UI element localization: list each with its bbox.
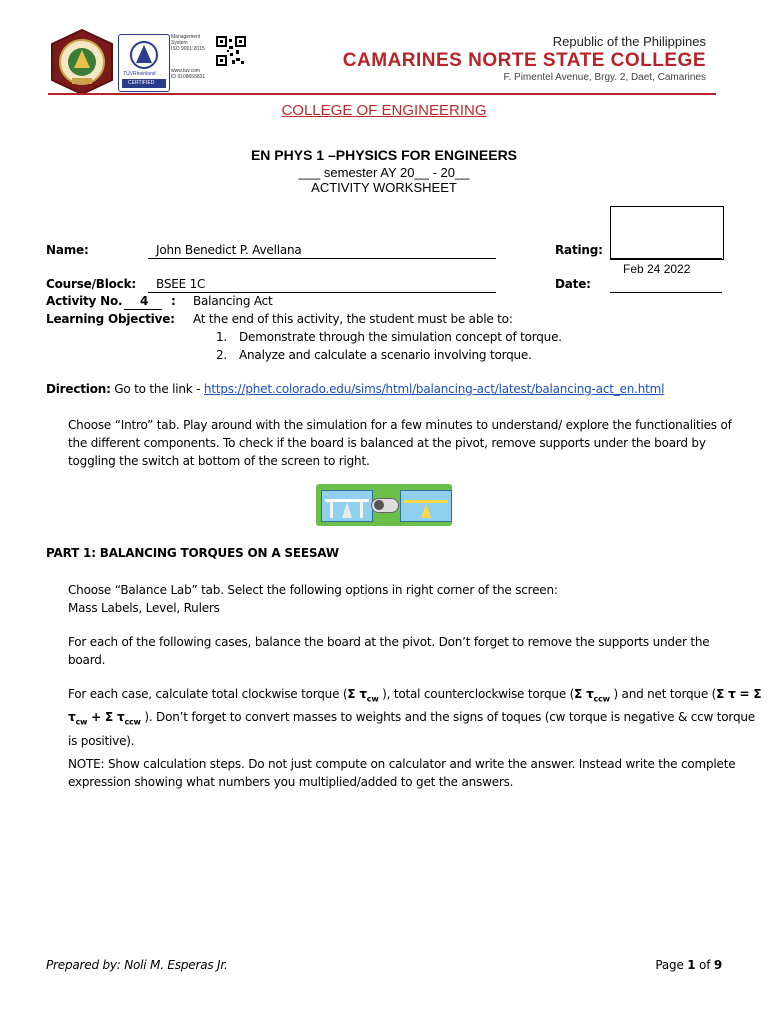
direction-line	[46, 382, 664, 396]
cert-brand: TÜVRheinland	[123, 71, 156, 77]
name-underline	[148, 258, 496, 259]
course-block-label: Course/Block:	[46, 277, 136, 291]
date-underline	[610, 292, 722, 293]
rating-box[interactable]	[610, 206, 724, 260]
rating-label: Rating:	[555, 243, 603, 257]
activity-number[interactable]: 4	[140, 294, 149, 308]
course-title: EN PHYS 1 –PHYSICS FOR ENGINEERS	[250, 147, 518, 163]
support-toggle-switch	[371, 498, 399, 513]
activity-title: Balancing Act	[193, 294, 273, 308]
name-label: Name:	[46, 243, 89, 257]
part1-paragraph-3: For each case, calculate total clockwise torque (Σ $\tau_{cw}$ ), total counterclockwise torque (Σ $\tau_{ccw}$ ) and net torque (Σ τ = Σ $\tau_{cw} + \Sigma$ $\tau_{ccw}$ ). Don’t forget to convert masses to weights and the signs of toques (cw torque is negative & ccw torque is positive).	[68, 687, 762, 748]
department-title: COLLEGE OF ENGINEERING	[281, 102, 487, 119]
cert-details: Management System ISO 9001:2015 www.tuv.com ID 9108656831	[171, 34, 206, 80]
note-paragraph: NOTE: Show calculation steps. Do not just compute on calculator and write the answer. Instead write the complete expression showing what numbers you multiplied/added to get the answers.	[68, 757, 736, 789]
date-value[interactable]: Feb 24 2022	[623, 262, 691, 276]
college-name: CAMARINES NORTE STATE COLLEGE	[342, 50, 706, 71]
cert-label: CERTIFIED	[128, 80, 155, 86]
supports-off-icon	[400, 490, 452, 522]
course-block-value[interactable]: BSEE 1C	[156, 277, 206, 291]
activity-label: Activity No.	[46, 294, 123, 308]
simulation-link[interactable]: https://phet.colorado.edu/sims/html/balancing-act/latest/balancing-act_en.html	[203, 382, 665, 396]
supports-on-icon	[321, 490, 373, 522]
objective-item-1: Demonstrate through the simulation concept of torque.	[239, 330, 562, 344]
page-number: Page 1 of 9	[655, 958, 722, 972]
objective-num-1: 1.	[216, 330, 228, 344]
objective-item-2: Analyze and calculate a scenario involving torque.	[239, 348, 532, 362]
part1-paragraph-2: For each of the following cases, balance the board at the pivot. Don’t forget to remove the supports under the board.	[68, 635, 710, 667]
worksheet-title: ACTIVITY WORKSHEET	[311, 180, 457, 195]
date-label: Date:	[555, 277, 591, 291]
part1-paragraph-1: Choose “Balance Lab” tab. Select the following options in right corner of the screen: Mass Labels, Level, Rulers	[68, 583, 558, 615]
course-underline	[148, 292, 496, 293]
college-seal-icon	[48, 28, 116, 96]
name-value[interactable]: John Benedict P. Avellana	[156, 243, 302, 257]
direction-label: Direction:	[46, 382, 111, 396]
college-address: F. Pimentel Avenue, Brgy. 2, Daet, Camarines	[503, 72, 706, 83]
activity-colon: :	[171, 294, 176, 308]
republic-text: Republic of the Philippines	[552, 34, 706, 49]
part1-heading: PART 1: BALANCING TORQUES ON A SEESAW	[46, 546, 339, 560]
intro-paragraph: Choose “Intro” tab. Play around with the simulation for a few minutes to understand/ explore the functionalities of the different components. To check if the board is balanced at the pivot, remove supports under the board by toggling the switch at bottom of the screen to right.	[68, 418, 732, 468]
activity-underline	[124, 309, 162, 310]
objective-num-2: 2.	[216, 348, 228, 362]
objective-intro: At the end of this activity, the student must be able to:	[193, 312, 513, 326]
tuv-certification-icon	[118, 34, 170, 92]
header-rule	[48, 93, 716, 95]
rating-underline	[610, 258, 722, 259]
balance-toggle-icon	[316, 484, 452, 526]
semester-line: ___ semester AY 20__ - 20__	[298, 165, 470, 180]
qr-code-icon	[216, 36, 246, 66]
prepared-by: Prepared by: Noli M. Esperas Jr.	[46, 958, 228, 972]
direction-text: Go to the link -	[110, 382, 204, 396]
objective-label: Learning Objective:	[46, 312, 175, 326]
